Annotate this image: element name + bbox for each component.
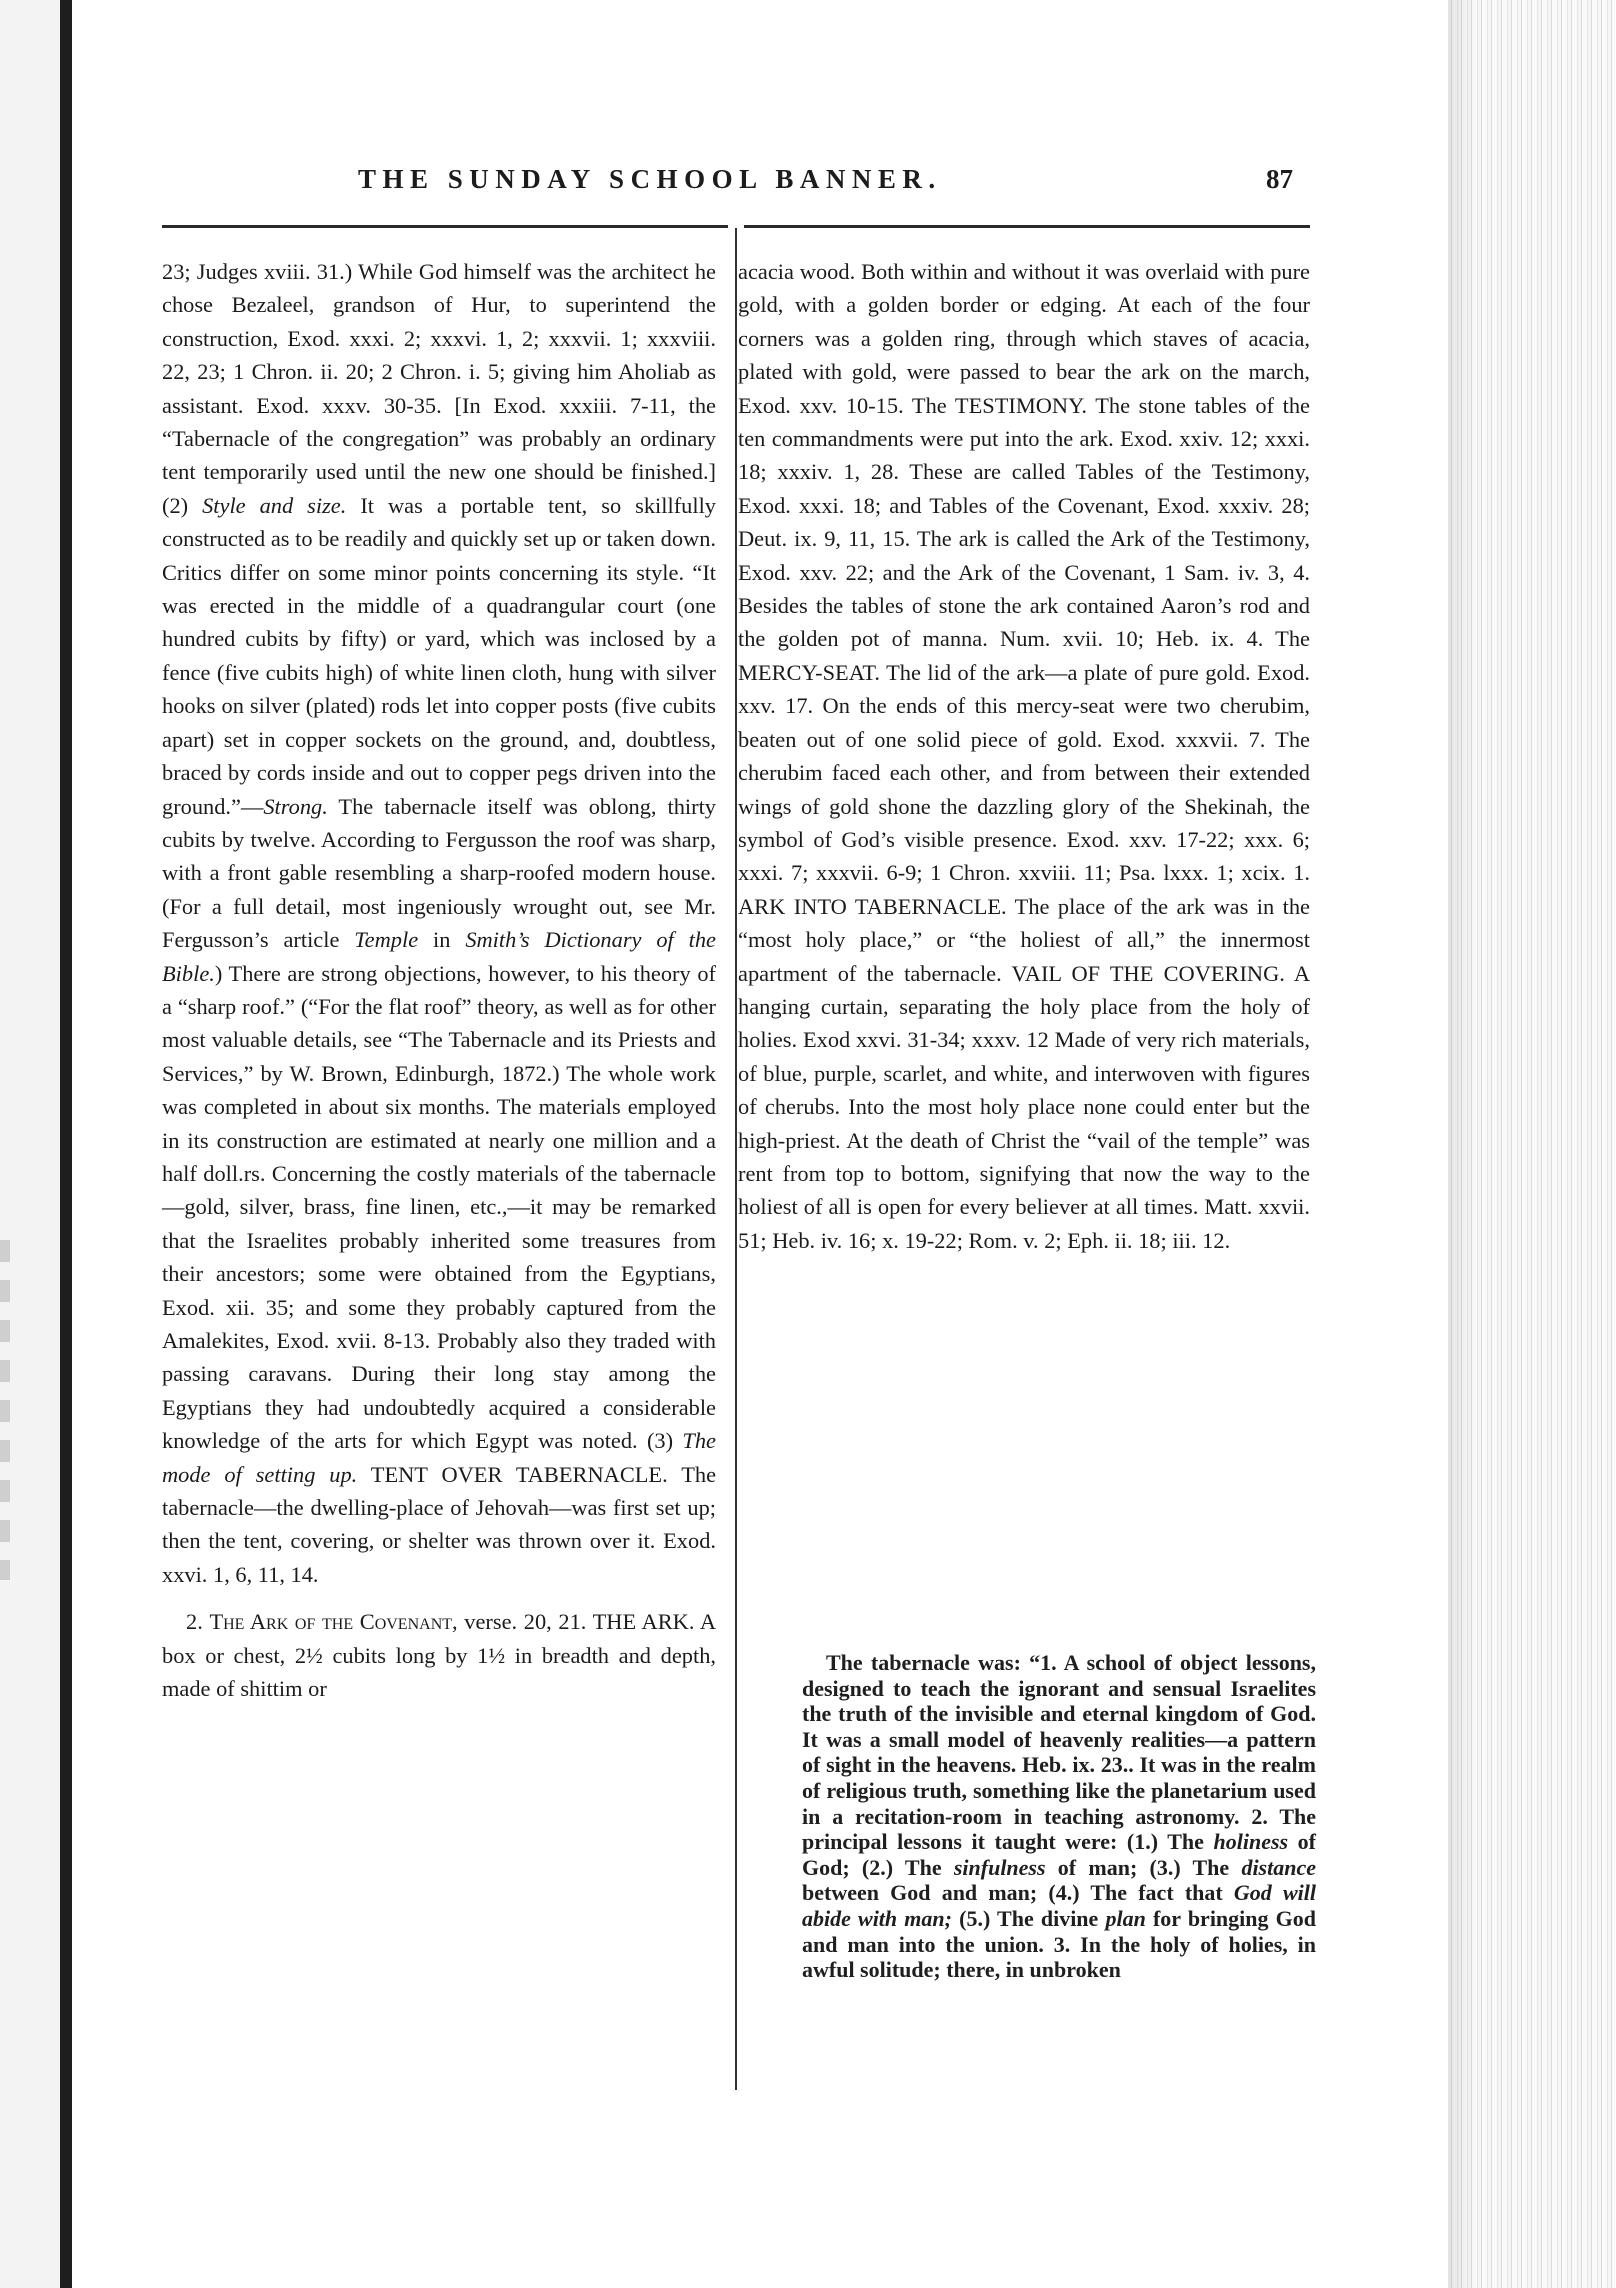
tabernacle-quote — [802, 1650, 1316, 1983]
text-run: The mode of setting up. — [162, 1428, 716, 1487]
text-run: ) There are strong objections, however, to his theory of a “sharp roof.” (“For the flat roof” theory, as well as for other most valuable details, see “The Tabernacle and its Priests and Services,” by W. Brown, Edinburgh, 1872.) The whole work was completed in about six months. The materials employed in its construction are estimated at nearly one million and a half doll.rs. Concerning the costly materials of the tabernacle —gold, silver, brass, fine linen, etc.,—it may be remarked that the Israelites probably inherited some treasures from their ancestors; some were obtained from the Egyptians, Exod. xii. 35; and some they probably captured from the Amalekites, Exod. xvii. 8-13. Probably also they traded with passing caravans. During their long stay among the Egyptians they had undoubtedly acquired a considerable knowledge of the arts for which Egypt was noted. (3) — [162, 960, 716, 1454]
page-number: 87 — [1266, 164, 1293, 194]
left-column — [162, 255, 716, 1705]
left-paragraph-1 — [162, 255, 716, 1591]
text-run: The Ark of the Covenant, — [209, 1609, 458, 1635]
text-run: 2. — [186, 1609, 210, 1635]
page-edge-shadow — [1448, 0, 1478, 2288]
text-run: of man; (3.) The — [1045, 1854, 1242, 1880]
text-run: sinfulness — [953, 1854, 1046, 1880]
column-divider — [735, 228, 737, 2090]
text-run: Strong. — [263, 793, 328, 819]
text-run: verse. 20, 21. THE ARK. A box or chest, 2½ cubits long by 1½ in breadth and depth, made of shittim or — [162, 1609, 717, 1702]
text-run: distance — [1241, 1854, 1316, 1880]
text-run: holiness — [1213, 1829, 1289, 1855]
text-run: plan — [1105, 1905, 1146, 1931]
text-run: The tabernacle was: “1. A school of object lessons, designed to teach the ignorant and sensual Israelites the truth of the invisible and eternal kingdom of God. It was a small model of heavenly realities—a pattern of sight in the heavens. Heb. ix. 23.. It was in the realm of religious truth, something like the planetarium used in a recitation-room in teaching astronomy. 2. The principal lessons it taught were: (1.) The — [802, 1650, 1316, 1855]
facing-page-marks — [0, 1240, 10, 1580]
text-run: 23; Judges xviii. 31.) While God himself was the architect he chose Bezaleel, grandson of Hur, to superintend the construction, Exod. xxxi. 2; xxxvi. 1, 2; xxxvii. 1; xxxviii. 22, 23; 1 Chron. ii. 20; 2 Chron. i. 5; giving him Aholiab as assistant. Exod. xxxv. 30-35. [In Exod. xxxiii. 7-11, the “Tabernacle of the congregation” was probably an ordinary tent temporarily used until the new one should be finished.] (2) — [162, 259, 716, 518]
quote-paragraph — [802, 1650, 1316, 1983]
text-run: in — [418, 927, 466, 953]
text-run: of God; (2.) The — [802, 1829, 1316, 1880]
text-run: Style and size. — [202, 492, 347, 518]
running-title: THE SUNDAY SCHOOL BANNER. — [358, 164, 942, 194]
text-run: The tabernacle itself was oblong, thirty cubits by twelve. According to Fergusson the roof was sharp, with a front gable resembling a sharp-roofed modern house. (For a full detail, most ingeniously wrought out, see Mr. Fergusson’s article — [162, 793, 716, 953]
text-run: Temple — [354, 927, 419, 953]
right-column — [738, 255, 1310, 1257]
text-run: (5.) The divine — [951, 1905, 1106, 1931]
header-rule-left — [162, 225, 728, 228]
left-paragraph-2 — [162, 1605, 716, 1705]
right-paragraph-1 — [738, 255, 1310, 1257]
text-run: Smith’s Dictionary of the Bible. — [162, 927, 716, 986]
text-run: between God and man; (4.) The fact that — [802, 1880, 1234, 1906]
text-run: acacia wood. Both within and without it was overlaid with pure gold, with a golden border or edging. At each of the four corners was a golden ring, through which staves of acacia, plated with gold, were passed to bear the ark on the march, Exod. xxv. 10-15. The TESTIMONY. The stone tables of the ten commandments were put into the ark. Exod. xxiv. 12; xxxi. 18; xxxiv. 1, 28. These are called Tables of the Testimony, Exod. xxxi. 18; and Tables of the Covenant, Exod. xxxiv. 28; Deut. ix. 9, 11, 15. The ark is called the Ark of the Testimony, Exod. xxv. 22; and the Ark of the Covenant, 1 Sam. iv. 3, 4. Besides the tables of stone the ark contained Aaron’s rod and the golden pot of manna. Num. xvii. 10; Heb. ix. 4. The MERCY-SEAT. The lid of the ark—a plate of pure gold. Exod. xxv. 17. On the ends of this mercy-seat were two cherubim, beaten out of one solid piece of gold. Exod. xxxvii. 7. The cherubim faced each other, and from between their extended wings of gold shone the dazzling glory of the Shekinah, the symbol of God’s visible presence. Exod. xxv. 17-22; xxx. 6; xxxi. 7; xxxvii. 6-9; 1 Chron. xxviii. 11; Psa. lxxx. 1; xcix. 1. ARK INTO TABERNACLE. The place of the ark was in the “most holy place,” or “the holiest of all,” the innermost apartment of the tabernacle. VAIL OF THE COVERING. A hanging curtain, separating the holy place from the holy of holies. Exod xxvi. 31-34; xxxv. 12 Made of very rich materials, of blue, purple, scarlet, and white, and interwoven with figures of cherubs. Into the most holy place none could enter but the high-priest. At the death of Christ the “vail of the temple” was rent from top to bottom, signifying that now the way to the holiest of all is open for every believer at all times. Matt. xxvii. 51; Heb. iv. 16; x. 19-22; Rom. v. 2; Eph. ii. 18; iii. 12. — [738, 259, 1310, 1253]
text-run: It was a portable tent, so skillfully constructed as to be readily and quickly set up or taken down. Critics differ on some minor points concerning its style. “It was erected in the middle of a quadrangular court (one hundred cubits by fifty) or yard, which was inclosed by a fence (five cubits high) of white linen cloth, hung with silver hooks on silver (plated) rods let into copper posts (five cubits apart) set in copper sockets on the ground, and, doubtless, braced by cords inside and out to copper pegs driven into the ground.”— — [162, 492, 716, 819]
text-run: TENT OVER TABERNACLE. The tabernacle—the dwelling-place of Jehovah—was first set up; then the tent, covering, or shelter was thrown over it. Exod. xxvi. 1, 6, 11, 14. — [162, 1461, 717, 1587]
book-gutter — [60, 0, 72, 2288]
header-rule-right — [744, 225, 1310, 228]
text-run: for bringing God and man into the union. 3. In the holy of holies, in awful solitude; there, in unbroken — [802, 1905, 1317, 1983]
text-run: God will abide with man; — [802, 1880, 1316, 1931]
